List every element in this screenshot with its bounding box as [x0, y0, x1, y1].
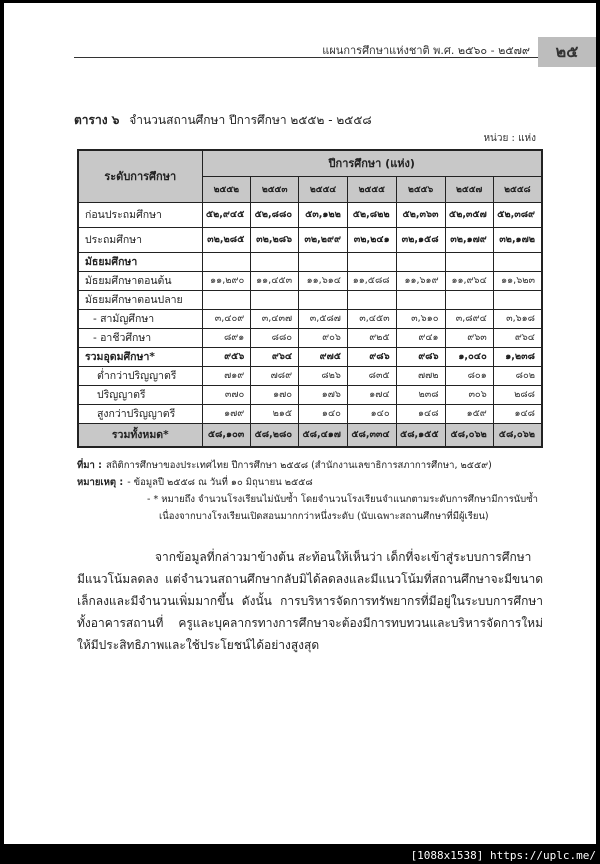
cell: ๓,๕๘๗	[299, 309, 348, 328]
cell: ๙๖๔	[493, 328, 542, 347]
cell: ๗๑๙	[202, 366, 251, 385]
cell: ๑๔๘	[493, 404, 542, 423]
cell: ๓,๔๐๙	[202, 309, 251, 328]
cell: ๗๘๙	[251, 366, 299, 385]
cell: ๕๓,๑๒๒	[299, 202, 348, 227]
remark-2a: - * หมายถึง จำนวนโรงเรียนไม่นับซ้ำ โดยจำนวนโรงเรียนจำแนกตามระดับการศึกษามีการนับซ้ำ	[147, 494, 538, 505]
cell: ๓๒,๑๗๒	[493, 227, 542, 252]
row-label: มัธยมศึกษาตอนต้น	[78, 271, 202, 290]
cell: ๑๑,๕๘๘	[347, 271, 396, 290]
table-row-upper-secondary	[78, 290, 542, 309]
source-note	[77, 457, 547, 474]
table-row-bachelor	[78, 385, 542, 404]
remark-2b: เนื่องจากบางโรงเรียนเปิดสอนมากกว่าหนึ่งระดับ (นับเฉพาะสถานศึกษาที่มีผู้เรียน)	[159, 511, 489, 522]
cell: ๙๖๓	[445, 328, 493, 347]
cell: ๑,๒๓๘	[493, 347, 542, 366]
cell: ๙๐๖	[299, 328, 348, 347]
cell: ๑๑,๙๖๔	[445, 271, 493, 290]
cell: ๕๒,๓๘๙	[493, 202, 542, 227]
cell: ๓๒,๒๘๖	[251, 227, 299, 252]
row-label: สูงกว่าปริญญาตรี	[78, 404, 202, 423]
year-header: ๒๕๕๖	[396, 176, 445, 202]
row-label: - อาชีวศึกษา	[78, 328, 202, 347]
cell: ๑๑,๖๒๓	[493, 271, 542, 290]
table-row-primary	[78, 227, 542, 252]
cell: ๙๔๑	[396, 328, 445, 347]
paragraph-first-line: จากข้อมูลที่กล่าวมาข้างต้น สะท้อนให้เห็นว่า เด็กที่จะเข้าสู่ระบบการศึกษา	[155, 550, 532, 564]
cell: ๕๒,๘๘๐	[251, 202, 299, 227]
table-notes	[77, 457, 547, 525]
cell: ๙๖๔	[251, 347, 299, 366]
row-label: รวมอุดมศึกษา*	[78, 347, 202, 366]
cell: ๕๘,๔๑๗	[299, 423, 348, 447]
cell: ๑๗๔	[347, 385, 396, 404]
year-header: ๒๕๕๕	[347, 176, 396, 202]
cell: ๕๒,๘๒๒	[347, 202, 396, 227]
cell: ๑๕๙	[445, 404, 493, 423]
row-label: ก่อนประถมศึกษา	[78, 202, 202, 227]
cell: ๘๐๒	[493, 366, 542, 385]
remark-note	[77, 474, 547, 491]
cell: ๑๑,๔๕๓	[251, 271, 299, 290]
cell: ๘๙๑	[202, 328, 251, 347]
cell: ๓๒,๒๔๑	[347, 227, 396, 252]
table-row-secondary	[78, 252, 542, 271]
school-count-table	[77, 149, 543, 448]
table-unit: หน่วย : แห่ง	[483, 133, 536, 144]
cell: ๓,๖๑๘	[493, 309, 542, 328]
table-row-above-bachelor	[78, 404, 542, 423]
table-row-higher-ed	[78, 347, 542, 366]
cell: ๙๘๖	[347, 347, 396, 366]
cell: ๕๘,๐๖๒	[445, 423, 493, 447]
body-paragraph	[77, 546, 543, 656]
cell: ๙๘๖	[396, 347, 445, 366]
year-header: ๒๕๕๒	[202, 176, 251, 202]
table-row-general	[78, 309, 542, 328]
remark-key: หมายเหตุ :	[77, 477, 124, 488]
page-number: ๒๕	[538, 37, 596, 67]
table-label: ตาราง ๖	[74, 113, 120, 127]
cell: ๕๒,๓๖๓	[396, 202, 445, 227]
cell: ๑๑,๖๑๙	[396, 271, 445, 290]
cell: ๕๘,๑๕๕	[396, 423, 445, 447]
cell: ๓๐๖	[445, 385, 493, 404]
cell: ๓,๘๙๔	[445, 309, 493, 328]
cell: ๙๕๖	[202, 347, 251, 366]
source-key: ที่มา :	[77, 460, 102, 471]
cell: ๙๒๕	[347, 328, 396, 347]
year-header: ๒๕๕๗	[445, 176, 493, 202]
table-caption	[74, 111, 372, 130]
row-label: ปริญญาตรี	[78, 385, 202, 404]
cell: ๕๘,๒๘๐	[251, 423, 299, 447]
cell: ๕๒,๓๕๗	[445, 202, 493, 227]
header-rule	[74, 57, 542, 58]
cell: ๒๘๘	[493, 385, 542, 404]
year-header: ๒๕๕๘	[493, 176, 542, 202]
cell: ๓,๖๑๐	[396, 309, 445, 328]
cell: ๘๓๕	[347, 366, 396, 385]
row-label: รวมทั้งหมด*	[78, 423, 202, 447]
cell: ๓๒,๑๕๘	[396, 227, 445, 252]
cell: ๘๘๐	[251, 328, 299, 347]
cell: ๑๑,๒๙๐	[202, 271, 251, 290]
cell: ๕๒,๙๔๕	[202, 202, 251, 227]
cell: ๑๔๐	[299, 404, 348, 423]
row-label: มัธยมศึกษา	[78, 252, 202, 271]
cell: ๑๔๐	[347, 404, 396, 423]
cell: ๑๗๐	[251, 385, 299, 404]
col-header-years: ปีการศึกษา (แห่ง)	[202, 150, 542, 176]
row-label: ประถมศึกษา	[78, 227, 202, 252]
cell: ๗๗๒	[396, 366, 445, 385]
table-row-pre-primary	[78, 202, 542, 227]
document-page	[4, 3, 596, 844]
cell: ๑,๐๔๐	[445, 347, 493, 366]
cell: ๑๗๖	[299, 385, 348, 404]
source-text: สถิติการศึกษาของประเทศไทย ปีการศึกษา ๒๕๕๘ (สำนักงานเลขาธิการสภาการศึกษา, ๒๕๕๙)	[105, 460, 492, 471]
table-row-total	[78, 423, 542, 447]
cell: ๓๒,๑๗๙	[445, 227, 493, 252]
col-header-level: ระดับการศึกษา	[78, 150, 202, 202]
cell: ๕๘,๐๖๒	[493, 423, 542, 447]
table-row-below-bachelor	[78, 366, 542, 385]
paragraph-rest: มีแนวโน้มลดลง แต่จำนวนสถานศึกษากลับมิได้ลดลงและมีแนวโน้มที่สถานศึกษาจะมีขนาดเล็กลงและมีจำนวนเพิ่มมากขึ้น ดังนั้น การบริหารจัดการทรัพยากรที่มีอยู่ในระบบการศึกษาทั้งอาคารสถานที่ ครูและบุคลากรทางการศึกษาจะต้องมีการทบทวนและบริหารจัดการใหม่ให้มีประสิทธิภาพและใช้ประโยชน์ได้อย่างสูงสุด	[77, 572, 543, 652]
cell: ๓๗๐	[202, 385, 251, 404]
watermark: [1088x1538] https://uplc.me/	[410, 849, 596, 862]
cell: ๕๘,๓๓๔	[347, 423, 396, 447]
cell: ๓๒,๒๘๕	[202, 227, 251, 252]
table-row-vocational	[78, 328, 542, 347]
row-label: มัธยมศึกษาตอนปลาย	[78, 290, 202, 309]
cell: ๕๘,๑๐๓	[202, 423, 251, 447]
cell: ๘๒๖	[299, 366, 348, 385]
cell: ๓,๔๓๗	[251, 309, 299, 328]
remark-1: - ข้อมูลปี ๒๕๕๘ ณ วันที่ ๑๐ มิถุนายน ๒๕๕๘	[127, 477, 313, 488]
cell: ๓,๔๕๓	[347, 309, 396, 328]
row-label: ต่ำกว่าปริญญาตรี	[78, 366, 202, 385]
cell: ๓๒,๒๙๙	[299, 227, 348, 252]
table-title: จำนวนสถานศึกษา ปีการศึกษา ๒๕๕๒ - ๒๕๕๘	[129, 113, 372, 127]
cell: ๑๗๙	[202, 404, 251, 423]
year-header: ๒๕๕๓	[251, 176, 299, 202]
row-label: - สามัญศึกษา	[78, 309, 202, 328]
cell: ๒๓๘	[396, 385, 445, 404]
cell: ๘๐๑	[445, 366, 493, 385]
year-header: ๒๕๕๔	[299, 176, 348, 202]
cell: ๙๗๕	[299, 347, 348, 366]
running-header: แผนการศึกษาแห่งชาติ พ.ศ. ๒๕๖๐ - ๒๕๗๙	[322, 44, 530, 57]
cell: ๑๑,๖๑๔	[299, 271, 348, 290]
cell: ๒๑๕	[251, 404, 299, 423]
table-row-lower-secondary	[78, 271, 542, 290]
cell: ๑๔๘	[396, 404, 445, 423]
